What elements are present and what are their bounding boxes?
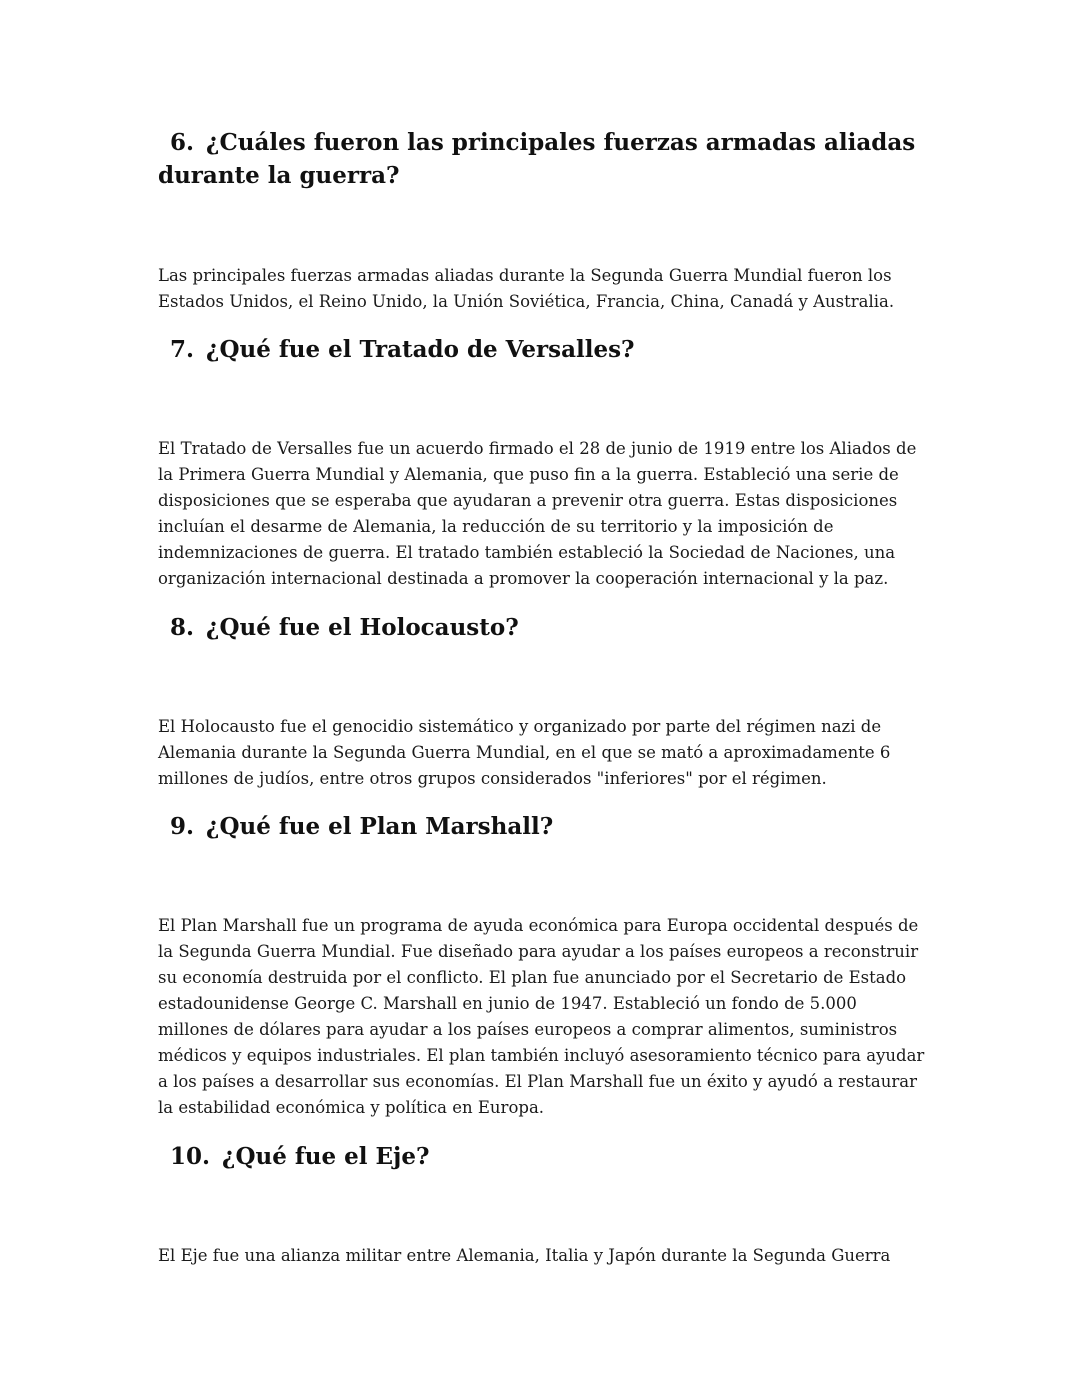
answer-paragraph-10: El Eje fue una alianza militar entre Alemania, Italia y Japón durante la Segunda Guerra (158, 1246, 891, 1265)
question-text: ¿Qué fue el Plan Marshall? (206, 813, 554, 840)
question-text: ¿Qué fue el Eje? (222, 1143, 430, 1170)
question-text: ¿Cuáles fueron las principales fuerzas armadas aliadas durante la guerra? (158, 129, 916, 189)
answer-paragraph-6: Las principales fuerzas armadas aliadas durante la Segunda Guerra Mundial fueron los Estados Unidos, el Reino Unido, la Unión Soviética, Francia, China, Canadá y Australia. (158, 266, 895, 311)
answer-paragraph-9: El Plan Marshall fue un programa de ayuda económica para Europa occidental después de la Segunda Guerra Mundial. Fue diseñado para ayudar a los países europeos a reconstruir su economía destruida por el conflicto. El plan fue anunciado por el Secretario de Estado estadounidense George C. Marshall en junio de 1947. Estableció un fondo de 5.000 millones de dólares para ayudar a los países europeos a comprar alimentos, suministros médicos y equipos industriales. El plan también incluyó asesoramiento técnico para ayudar a los países a desarrollar sus economías. El Plan Marshall fue un éxito y ayudó a restaurar la estabilidad económica y política en Europa. (158, 916, 925, 1117)
answer-paragraph-7: El Tratado de Versalles fue un acuerdo firmado el 28 de junio de 1919 entre los Aliados de la Primera Guerra Mundial y Alemania, que puso fin a la guerra. Estableció una serie de disposiciones que se esperaba que ayudaran a prevenir otra guerra. Estas disposiciones incluían el desarme de Alemania, la reducción de su territorio y la imposición de indemnizaciones de guerra. El tratado también estableció la Sociedad de Naciones, una organización internacional destinada a promover la cooperación internacional y la paz. (158, 439, 917, 588)
question-number: 10. (170, 1143, 211, 1170)
question-heading-10 (158, 1140, 928, 1173)
question-heading-7 (158, 333, 928, 366)
question-heading-8 (158, 611, 928, 644)
question-heading-9 (158, 810, 928, 843)
question-number: 6. (170, 129, 195, 156)
question-text: ¿Qué fue el Tratado de Versalles? (206, 336, 635, 363)
question-number: 8. (170, 614, 195, 641)
question-text: ¿Qué fue el Holocausto? (206, 614, 519, 641)
question-number: 7. (170, 336, 195, 363)
question-number: 9. (170, 813, 195, 840)
answer-paragraph-8: El Holocausto fue el genocidio sistemático y organizado por parte del régimen nazi de Alemania durante la Segunda Guerra Mundial, en el que se mató a aproximadamente 6 millones de judíos, entre otros grupos considerados "inferiores" por el régimen. (158, 717, 891, 788)
question-heading-6 (158, 126, 928, 192)
